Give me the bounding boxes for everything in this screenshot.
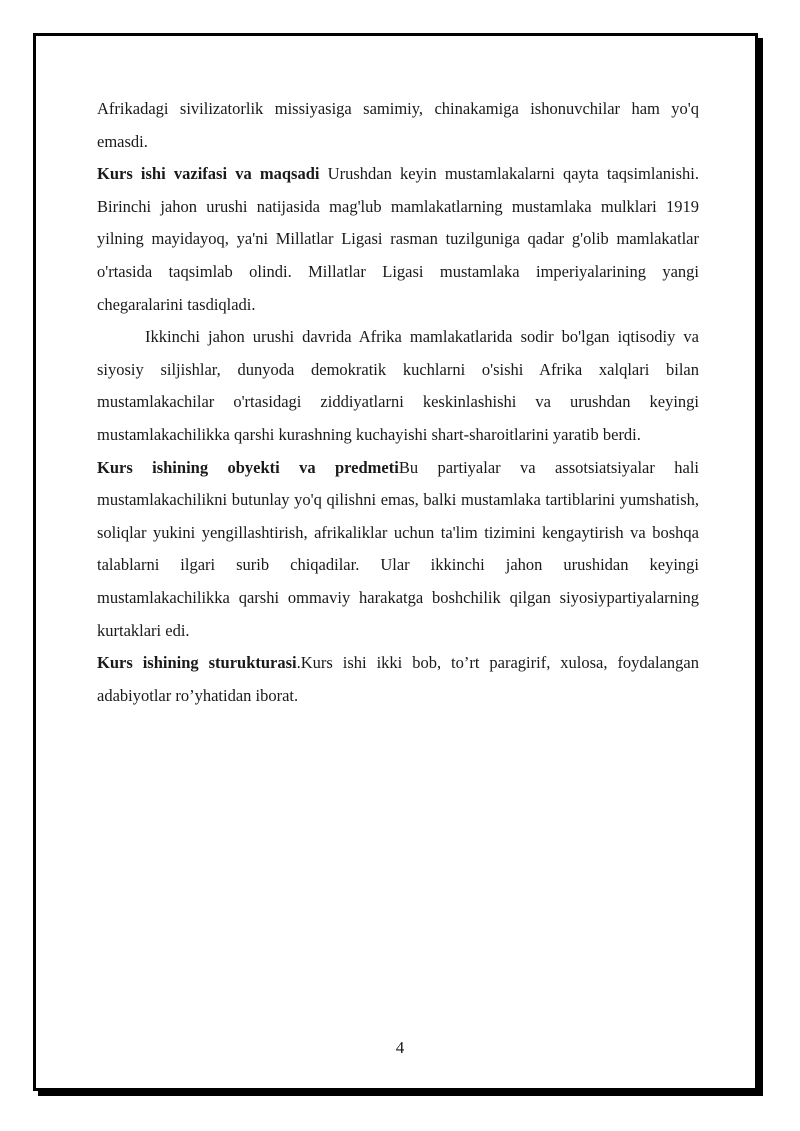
section-heading-object-subject: Kurs ishining obyekti va predmeti [97, 457, 399, 477]
paragraph-structure [97, 647, 699, 712]
paragraph-text: Urushdan keyin mustamlakalarni qayta taqsimlanishi. Birinchi jahon urushi natijasida mag'lub mamlakatlarning mustamlaka mulklari 1919 yilning mayidayoq, ya'ni Millatlar Ligasi rasman tuzilguniga qadar g'olib mamlakatlar o'rtasida taqsimlab olindi. Millatlar Ligasi mustamlaka imperiyalarining yangi chegaralarini tasdiqladi. [97, 164, 699, 314]
paragraph-object-subject [97, 452, 699, 648]
section-heading-goals: Kurs ishi vazifasi va maqsadi [97, 164, 320, 184]
paragraph-ww2 [97, 321, 699, 451]
page-number: 4 [395, 1038, 405, 1057]
paragraph-text: Afrikadagi sivilizatorlik missiyasiga samimiy, chinakamiga ishonuvchilar ham yo'q emasdi. [97, 99, 699, 151]
paragraph-goals [97, 158, 699, 321]
paragraph-text: Bu partiyalar va assotsiatsiyalar hali mustamlakachilikni butunlay yo'q qilishni emas, balki mustamlaka tartiblarini yumshatish, soliqlar yukini yengillashtirish, afrikaliklar uchun ta'lim tizimini kengaytirish va boshqa talablarni ilgari surib chiqadilar. Ular ikkinchi jahon urushidan keyingi mustamlakachilikka qarshi ommaviy harakatga boshchilik qilgan siyosiypartiyalarning kurtaklari edi. [97, 457, 699, 640]
section-heading-structure: Kurs ishining sturukturasi [97, 653, 297, 673]
paragraph-text: Ikkinchi jahon urushi davrida Afrika mamlakatlarida sodir bo'lgan iqtisodiy va siyosiy siljishlar, dunyoda demokratik kuchlarni o'sishi Afrika xalqlari bilan mustamlakachilar o'rtasidagi ziddiyatlarni keskinlashishi va urushdan keyingi mustamlakachilikka qarshi kurashning kuchayishi shart-sharoitlarini yaratib berdi. [97, 327, 699, 444]
document-body [97, 93, 699, 712]
paragraph-intro [97, 93, 699, 158]
paragraph-text: .Kurs ishi ikki bob, to’rt paragirif, xulosa, foydalangan adabiyotlar ro’yhatidan iborat. [97, 653, 699, 705]
